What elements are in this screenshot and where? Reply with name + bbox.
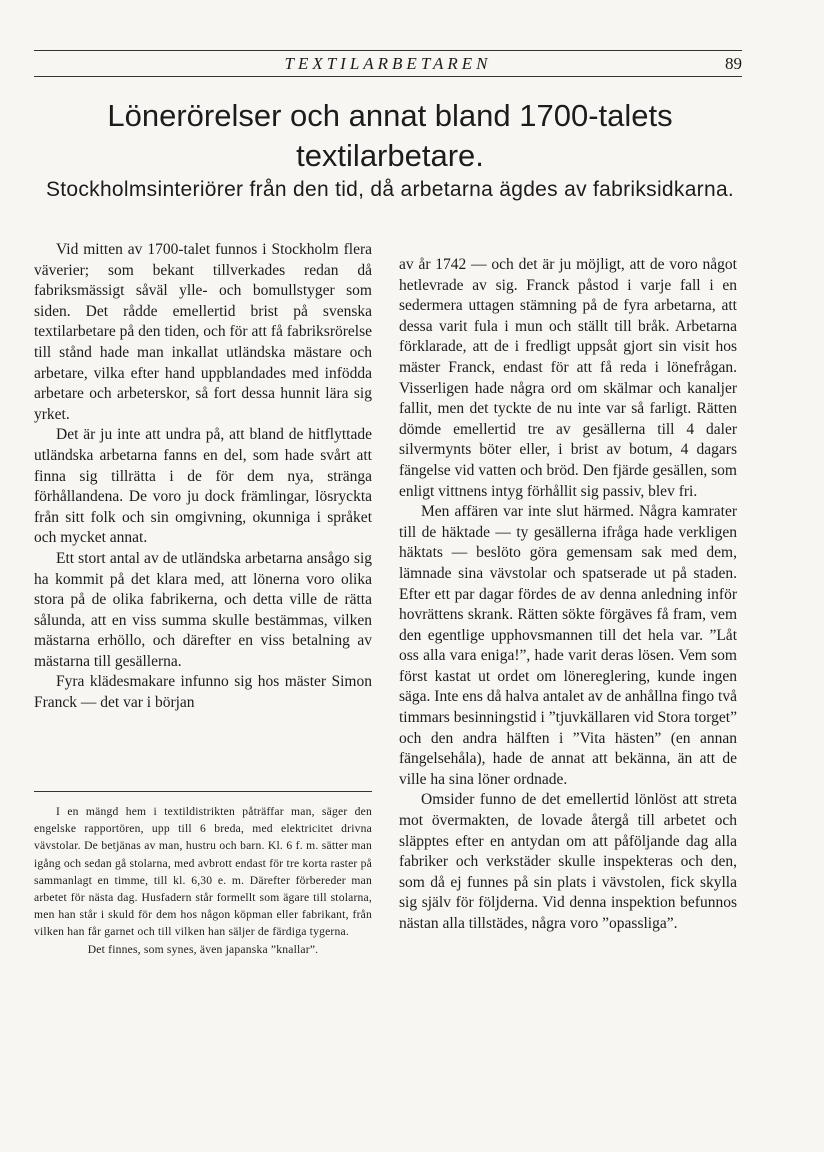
article-title: Lönerörelser och annat bland 1700-talets textilarbetare. bbox=[107, 98, 673, 173]
paragraph: Det är ju inte att undra på, att bland de hitflyttade utländska arbetarna fanns en del, som hade svårt att finna sig tillrätta i de för dem nya, stränga förhållandena. De voro ju dock främlingar, lösryckta från sitt folk och sin omgivning, okunniga i språket och mycket annat. bbox=[34, 426, 372, 547]
paragraph: Men affären var inte slut härmed. Några kamrater till de häktade — ty gesällerna ifråga hade verkligen häktats — beslöto göra gemensam sak med dem, lämnade sina vävstolar och spatserade ut på staden. Efter ett par dagar fördes de av denna anledning inför hovrättens skrank. Rätten sökte förgäves få fram, vem den egentlige upphovsmannen till det hela var. ”Låt oss alla vara eniga!”, hade varit deras lösen. Vem som först kastat ut ordet om lönereglering, kunde ingen säga. Inte ens då halva antalet av de anhållna fingo två timmars besinningstid i ”tjuvkällaren vid Stora torget” och den andra hälften i ”Vita hästen” (en annan fängelsehåla), hade de annat att bekänna, än att de ville ha sina löner ordnade. bbox=[399, 503, 737, 788]
article-subtitle: Stockholmsinteriörer från den tid, då arbetarna ägdes av fabriksidkarna. bbox=[45, 178, 735, 201]
column-right bbox=[399, 255, 737, 935]
paragraph: Omsider funno de det emellertid lönlöst att streta mot övermakten, de lovade återgå till arbetet och släpptes efter en antydan om att påföljande dag alla fabriker och verkstäder skulle inspekteras och den, som då ej funnes på sin plats i vävstolen, fick skylla sig själv för följderna. Vid denna inspektion befunnos nästan alla tillstädes, några voro ”opassliga”. bbox=[399, 791, 737, 932]
header-rule bbox=[34, 76, 742, 77]
running-title: TEXTILARBETAREN bbox=[284, 54, 492, 73]
paragraph: av år 1742 — och det är ju möjligt, att de voro något hetlevrade av sig. Franck påstod i varje fall i en sedermera uttagen stämning på de fyra arbetarna, att dessa varit fula i mun och ställt till bråk. Arbetarna förklarade, att de i fredligt uppsåt gjort sin visit hos mäster Franck, endast för att få reda i lönefrågan. Visserligen hade några ord om skälmar och kanaljer fallit, men det tyckte de nu inte var så farligt. Rätten dömde emellertid tre av gesällerna till 4 daler silvermynts böter eller, i brist av botum, 4 dagars fängelse vid vatten och bröd. Den fjärde gesällen, som enligt vittnens intyg förhållit sig passiv, blev fri. bbox=[399, 256, 737, 500]
footnote-source: Det finnes, som synes, även japanska ”knallar”. bbox=[87, 942, 319, 956]
running-head bbox=[34, 53, 742, 77]
paragraph: Vid mitten av 1700-talet funnos i Stockholm flera väverier; som bekant tillverkades redan då fabriksmässigt såväl ylle- och bomullstyger som siden. Det rådde emellertid brist på svenska textilarbetare på den tiden, och för att få fabriksrörelse till stånd hade man inkallat utländska mästare och arbetare, vilka efter hand uppblandades med infödda arbetare och arbeterskor, så fort dessa hunnit lära sig yrket. bbox=[34, 241, 372, 423]
column-left bbox=[34, 240, 372, 714]
footnote-text: I en mängd hem i textildistrikten påträffar man, säger den engelske rapportören, upp till 6 breda, med elektricitet drivna vävstolar. De betjänas av man, hustru och barn. Kl. 6 f. m. sätter man igång och sedan gå stolarna, med avbrott endast för tre korta raster på sammanlagt en timme, till kl. 6,30 e. m. Därefter förbereder man arbetet för nästa dag. Husfadern står formellt som ägare till stolarna, men han står i skuld för dem hos någon köpman eller fabrikant, från vilken han får garnet och till vilken han säljer de färdiga tygerna. bbox=[34, 805, 372, 939]
paragraph: Ett stort antal av de utländska arbetarna ansågo sig ha kommit på det klara med, att lönerna voro olika stora på de olika fabrikerna, och detta ville de rätta sålunda, att en viss summa skulle bestämmas, vilken mästarna erhöllo, och därefter en viss betalning av mästarna till gesällerna. bbox=[34, 549, 372, 670]
footnote-rule bbox=[34, 791, 372, 792]
paragraph: Fyra klädesmakare infunno sig hos mäster Simon Franck — det var i början bbox=[34, 673, 372, 712]
page-number: 89 bbox=[725, 54, 742, 73]
footnote bbox=[34, 803, 372, 958]
top-rule bbox=[34, 50, 742, 51]
